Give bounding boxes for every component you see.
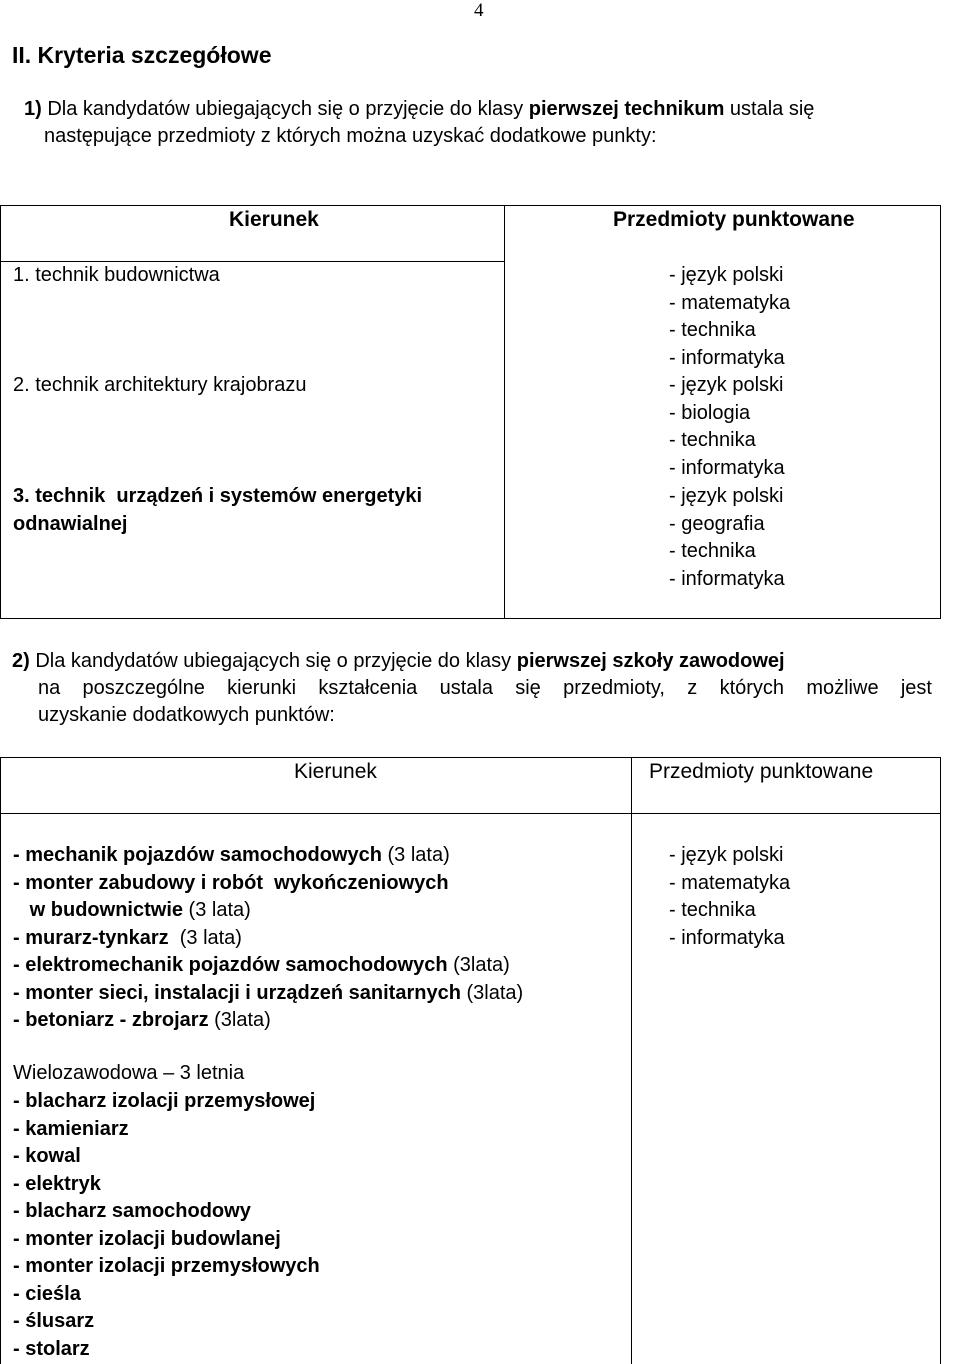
table1-row-3-przedmioty: - język polski - geografia - technika - informatyka	[669, 485, 785, 590]
table1-row-3-kierunek: 3. technik urządzeń i systemów energetyki odnawialnej	[13, 485, 423, 535]
table2-header-przedmioty: Przedmioty punktowane	[649, 760, 874, 783]
list-item: - monter izolacji budowlanej	[13, 1227, 281, 1250]
section-1-line-2: następujące przedmioty z których można uzyskać dodatkowe punkty:	[44, 125, 657, 147]
table1-row-2-przedmioty: - język polski - biologia - technika - informatyka	[669, 374, 785, 479]
section-2-line-2: na poszczególne kierunki kształcenia ustala się przedmioty, z których możliwe jest	[38, 677, 932, 699]
list-item: - elektromechanik pojazdów samochodowych (3lata)	[13, 954, 510, 976]
table2-header-kierunek: Kierunek	[294, 760, 377, 783]
list-item: - mechanik pojazdów samochodowych (3 lata)	[13, 844, 450, 866]
table1-row-1-przedmioty: - język polski - matematyka - technika - informatyka	[669, 264, 791, 369]
table1-header-przedmioty: Przedmioty punktowane	[613, 208, 855, 231]
page-heading: II. Kryteria szczegółowe	[12, 42, 272, 68]
list-item: - kamieniarz	[13, 1117, 129, 1140]
list-item: - betoniarz - zbrojarz (3lata)	[13, 1009, 271, 1031]
table-szkola-zawodowa	[0, 757, 941, 1364]
page-number: 4	[474, 0, 484, 21]
table2-przedmioty-list: - język polski - matematyka - technika - informatyka	[669, 844, 791, 949]
wielozawodowa-list	[13, 1088, 320, 1363]
list-item: - blacharz samochodowy	[13, 1200, 251, 1222]
section-2-line-3: uzyskanie dodatkowych punktów:	[38, 704, 335, 726]
list-item: - elektryk	[13, 1172, 101, 1195]
list-item: - monter izolacji przemysłowych	[13, 1255, 320, 1277]
section-1-intro	[24, 96, 960, 150]
section-1-line-1: 1) Dla kandydatów ubiegających się o przyjęcie do klasy pierwszej technikum ustala się	[24, 98, 815, 120]
list-item: w budownictwie (3 lata)	[13, 899, 251, 921]
list-item: - stolarz	[13, 1337, 90, 1360]
table1-row-2-kierunek: 2. technik architektury krajobrazu	[13, 374, 307, 396]
wielozawodowa-title: Wielozawodowa – 3 letnia	[13, 1062, 245, 1084]
table1-row-1-kierunek: 1. technik budownictwa	[13, 264, 220, 286]
section-2-intro	[12, 648, 932, 729]
list-item: - monter zabudowy i robót wykończeniowych	[13, 871, 449, 894]
list-item: - ślusarz	[13, 1310, 95, 1332]
list-item: - monter sieci, instalacji i urządzeń sanitarnych (3lata)	[13, 981, 524, 1004]
table-technikum	[0, 205, 941, 619]
list-item: - cieśla	[13, 1282, 81, 1305]
list-item: - blacharz izolacji przemysłowej	[13, 1090, 316, 1112]
table2-kierunki-list	[13, 842, 523, 1035]
list-item: - murarz-tynkarz (3 lata)	[13, 926, 242, 949]
list-item: - kowal	[13, 1145, 81, 1167]
section-2-line-1: 2) Dla kandydatów ubiegających się o przyjęcie do klasy pierwszej szkoły zawodowej	[12, 650, 785, 672]
table1-header-kierunek: Kierunek	[229, 208, 319, 231]
